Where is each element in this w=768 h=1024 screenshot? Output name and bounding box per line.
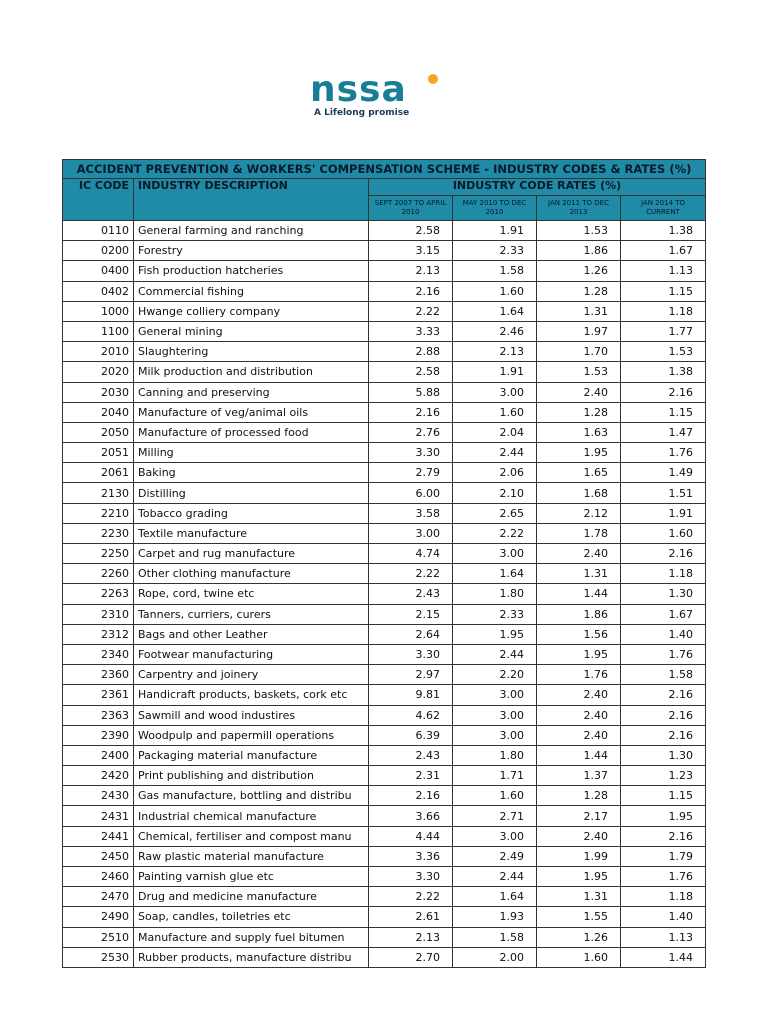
industry-rates-table xyxy=(62,159,706,968)
industry-description-cell: Rope, cord, twine etc xyxy=(134,584,369,604)
ic-code-cell: 2390 xyxy=(63,725,134,745)
table-row xyxy=(63,281,706,301)
ic-code-cell: 2263 xyxy=(63,584,134,604)
rate-period-3-cell: 1.60 xyxy=(537,947,621,967)
table-row xyxy=(63,422,706,442)
logo-wordmark: nssa xyxy=(310,69,407,110)
rate-period-1-cell: 2.13 xyxy=(369,927,453,947)
industry-description-cell: Footwear manufacturing xyxy=(134,644,369,664)
ic-code-cell: 2010 xyxy=(63,342,134,362)
ic-code-cell: 2040 xyxy=(63,402,134,422)
table-row xyxy=(63,846,706,866)
table-body xyxy=(63,221,706,968)
industry-description-cell: Textile manufacture xyxy=(134,523,369,543)
table-row xyxy=(63,463,706,483)
rate-period-3-cell: 1.99 xyxy=(537,846,621,866)
rate-period-4-cell: 2.16 xyxy=(621,685,706,705)
rate-period-2-cell: 1.93 xyxy=(453,907,537,927)
rate-period-3-cell: 1.28 xyxy=(537,281,621,301)
rate-period-3-cell: 2.40 xyxy=(537,685,621,705)
rate-period-2-cell: 2.20 xyxy=(453,665,537,685)
rate-period-1-cell: 2.88 xyxy=(369,342,453,362)
rate-period-2-cell: 3.00 xyxy=(453,705,537,725)
rate-period-1-cell: 2.16 xyxy=(369,786,453,806)
rate-period-2-cell: 3.00 xyxy=(453,826,537,846)
industry-description-cell: Rubber products, manufacture distribu xyxy=(134,947,369,967)
rate-period-4-cell: 2.16 xyxy=(621,826,706,846)
rate-period-1-cell: 5.88 xyxy=(369,382,453,402)
table-row xyxy=(63,483,706,503)
industry-description-cell: Woodpulp and papermill operations xyxy=(134,725,369,745)
table-row xyxy=(63,786,706,806)
industry-description-cell: Bags and other Leather xyxy=(134,624,369,644)
rate-period-1-cell: 3.00 xyxy=(369,523,453,543)
rate-period-4-cell: 1.53 xyxy=(621,342,706,362)
rate-period-1-cell: 3.30 xyxy=(369,867,453,887)
industry-description-cell: Canning and preserving xyxy=(134,382,369,402)
rate-period-2-cell: 1.58 xyxy=(453,261,537,281)
rate-period-4-cell: 1.91 xyxy=(621,503,706,523)
rate-period-2-cell: 2.71 xyxy=(453,806,537,826)
ic-code-cell: 2051 xyxy=(63,443,134,463)
table-row xyxy=(63,604,706,624)
table-row xyxy=(63,564,706,584)
industry-description-cell: Handicraft products, baskets, cork etc xyxy=(134,685,369,705)
ic-code-cell: 2230 xyxy=(63,523,134,543)
rate-period-3-cell: 2.40 xyxy=(537,826,621,846)
table-row xyxy=(63,362,706,382)
rate-period-3-cell: 1.44 xyxy=(537,584,621,604)
rate-period-2-cell: 1.64 xyxy=(453,564,537,584)
industry-description-cell: Chemical, fertiliser and compost manu xyxy=(134,826,369,846)
rate-period-4-cell: 1.38 xyxy=(621,362,706,382)
rate-period-2-cell: 1.60 xyxy=(453,786,537,806)
rate-period-2-cell: 1.80 xyxy=(453,745,537,765)
table-row xyxy=(63,826,706,846)
table-row xyxy=(63,766,706,786)
rate-period-2-cell: 2.04 xyxy=(453,422,537,442)
table-row xyxy=(63,443,706,463)
table-row xyxy=(63,745,706,765)
ic-code-cell: 2020 xyxy=(63,362,134,382)
table-row xyxy=(63,927,706,947)
table-row xyxy=(63,806,706,826)
table-row xyxy=(63,685,706,705)
rate-period-1-cell: 3.66 xyxy=(369,806,453,826)
rate-period-1-cell: 2.79 xyxy=(369,463,453,483)
rate-period-3-cell: 1.63 xyxy=(537,422,621,442)
table-row xyxy=(63,887,706,907)
ic-code-cell: 2360 xyxy=(63,665,134,685)
rate-period-2-cell: 1.60 xyxy=(453,402,537,422)
ic-code-cell: 2130 xyxy=(63,483,134,503)
table-row xyxy=(63,665,706,685)
table-title: ACCIDENT PREVENTION & WORKERS' COMPENSATION SCHEME - INDUSTRY CODES & RATES (%) xyxy=(63,160,706,179)
rate-period-3-cell: 2.40 xyxy=(537,725,621,745)
industry-description-cell: Gas manufacture, bottling and distribu xyxy=(134,786,369,806)
table-row xyxy=(63,644,706,664)
rate-period-1-cell: 4.62 xyxy=(369,705,453,725)
rate-period-3-cell: 1.53 xyxy=(537,221,621,241)
rate-period-2-cell: 2.00 xyxy=(453,947,537,967)
rate-period-3-cell: 1.78 xyxy=(537,523,621,543)
rate-period-4-cell: 2.16 xyxy=(621,725,706,745)
rate-period-2-cell: 1.58 xyxy=(453,927,537,947)
rate-period-2-cell: 2.22 xyxy=(453,523,537,543)
rate-period-4-cell: 1.60 xyxy=(621,523,706,543)
rate-period-3-cell: 1.55 xyxy=(537,907,621,927)
industry-description-cell: Commercial fishing xyxy=(134,281,369,301)
rate-period-3-cell: 2.12 xyxy=(537,503,621,523)
period-2-header: MAY 2010 TO DEC 2010 xyxy=(453,196,537,221)
rate-period-4-cell: 2.16 xyxy=(621,544,706,564)
industry-description-header: INDUSTRY DESCRIPTION xyxy=(134,179,369,221)
table-row xyxy=(63,523,706,543)
ic-code-cell: 1100 xyxy=(63,321,134,341)
rate-period-1-cell: 2.13 xyxy=(369,261,453,281)
rate-period-2-cell: 2.13 xyxy=(453,342,537,362)
rate-period-2-cell: 3.00 xyxy=(453,382,537,402)
ic-code-cell: 1000 xyxy=(63,301,134,321)
industry-description-cell: Sawmill and wood industires xyxy=(134,705,369,725)
rate-period-2-cell: 2.44 xyxy=(453,644,537,664)
ic-code-cell: 2400 xyxy=(63,745,134,765)
industry-description-cell: Hwange colliery company xyxy=(134,301,369,321)
table-row xyxy=(63,301,706,321)
rate-period-1-cell: 4.74 xyxy=(369,544,453,564)
industry-description-cell: Slaughtering xyxy=(134,342,369,362)
rate-period-4-cell: 1.15 xyxy=(621,281,706,301)
table-row xyxy=(63,261,706,281)
ic-code-cell: 2460 xyxy=(63,867,134,887)
rate-period-1-cell: 2.70 xyxy=(369,947,453,967)
ic-code-cell: 2431 xyxy=(63,806,134,826)
rate-period-4-cell: 1.95 xyxy=(621,806,706,826)
rate-period-2-cell: 2.33 xyxy=(453,241,537,261)
rate-period-1-cell: 2.64 xyxy=(369,624,453,644)
rate-period-1-cell: 2.16 xyxy=(369,281,453,301)
rate-period-4-cell: 1.67 xyxy=(621,604,706,624)
rate-period-1-cell: 9.81 xyxy=(369,685,453,705)
rate-period-4-cell: 1.18 xyxy=(621,564,706,584)
rate-period-3-cell: 1.56 xyxy=(537,624,621,644)
rate-period-1-cell: 4.44 xyxy=(369,826,453,846)
ic-code-cell: 2210 xyxy=(63,503,134,523)
industry-description-cell: General mining xyxy=(134,321,369,341)
rate-period-2-cell: 2.06 xyxy=(453,463,537,483)
table-row xyxy=(63,221,706,241)
rate-period-3-cell: 2.40 xyxy=(537,544,621,564)
table-row xyxy=(63,503,706,523)
rate-period-1-cell: 2.43 xyxy=(369,745,453,765)
rate-period-3-cell: 1.28 xyxy=(537,402,621,422)
rate-period-2-cell: 2.49 xyxy=(453,846,537,866)
rate-period-2-cell: 2.33 xyxy=(453,604,537,624)
rate-period-4-cell: 2.16 xyxy=(621,382,706,402)
rate-period-3-cell: 1.31 xyxy=(537,564,621,584)
industry-description-cell: Soap, candles, toiletries etc xyxy=(134,907,369,927)
industry-description-cell: Print publishing and distribution xyxy=(134,766,369,786)
rate-period-3-cell: 1.31 xyxy=(537,301,621,321)
rate-period-4-cell: 1.76 xyxy=(621,867,706,887)
rate-period-1-cell: 2.97 xyxy=(369,665,453,685)
ic-code-cell: 2050 xyxy=(63,422,134,442)
rate-period-3-cell: 1.68 xyxy=(537,483,621,503)
ic-code-cell: 2510 xyxy=(63,927,134,947)
ic-code-cell: 0400 xyxy=(63,261,134,281)
industry-description-cell: Carpentry and joinery xyxy=(134,665,369,685)
logo-dot-icon xyxy=(428,74,438,84)
industry-description-cell: Milling xyxy=(134,443,369,463)
table-row xyxy=(63,947,706,967)
rate-period-4-cell: 1.76 xyxy=(621,644,706,664)
rate-period-4-cell: 1.44 xyxy=(621,947,706,967)
table-row xyxy=(63,867,706,887)
industry-description-cell: Forestry xyxy=(134,241,369,261)
rate-period-4-cell: 1.67 xyxy=(621,241,706,261)
rate-period-1-cell: 3.33 xyxy=(369,321,453,341)
rate-period-1-cell: 2.43 xyxy=(369,584,453,604)
ic-code-cell: 2420 xyxy=(63,766,134,786)
rate-period-2-cell: 3.00 xyxy=(453,725,537,745)
rate-period-3-cell: 1.26 xyxy=(537,927,621,947)
rate-period-2-cell: 1.95 xyxy=(453,624,537,644)
industry-description-cell: Tobacco grading xyxy=(134,503,369,523)
rate-period-4-cell: 1.30 xyxy=(621,584,706,604)
rate-period-4-cell: 1.49 xyxy=(621,463,706,483)
rate-period-3-cell: 1.70 xyxy=(537,342,621,362)
rate-period-1-cell: 2.31 xyxy=(369,766,453,786)
industry-description-cell: Manufacture of processed food xyxy=(134,422,369,442)
ic-code-cell: 0200 xyxy=(63,241,134,261)
rate-period-1-cell: 3.15 xyxy=(369,241,453,261)
rate-period-1-cell: 6.00 xyxy=(369,483,453,503)
rate-period-4-cell: 1.76 xyxy=(621,443,706,463)
rate-period-2-cell: 1.64 xyxy=(453,887,537,907)
rate-period-2-cell: 2.65 xyxy=(453,503,537,523)
rate-period-1-cell: 2.22 xyxy=(369,887,453,907)
industry-description-cell: Milk production and distribution xyxy=(134,362,369,382)
rate-period-3-cell: 1.95 xyxy=(537,443,621,463)
industry-description-cell: General farming and ranching xyxy=(134,221,369,241)
rate-period-2-cell: 3.00 xyxy=(453,685,537,705)
rate-period-1-cell: 3.30 xyxy=(369,443,453,463)
period-1-header: SEPT 2007 TO APRIL 2010 xyxy=(369,196,453,221)
ic-code-cell: 2430 xyxy=(63,786,134,806)
ic-code-cell: 2470 xyxy=(63,887,134,907)
ic-code-cell: 2312 xyxy=(63,624,134,644)
ic-code-cell: 2490 xyxy=(63,907,134,927)
rate-period-4-cell: 1.15 xyxy=(621,402,706,422)
industry-description-cell: Other clothing manufacture xyxy=(134,564,369,584)
ic-code-cell: 2310 xyxy=(63,604,134,624)
table-row xyxy=(63,584,706,604)
rate-period-2-cell: 1.91 xyxy=(453,362,537,382)
rate-period-2-cell: 1.91 xyxy=(453,221,537,241)
rate-period-2-cell: 2.10 xyxy=(453,483,537,503)
rate-period-3-cell: 2.17 xyxy=(537,806,621,826)
rate-period-3-cell: 2.40 xyxy=(537,705,621,725)
rate-period-4-cell: 1.47 xyxy=(621,422,706,442)
ic-code-cell: 2250 xyxy=(63,544,134,564)
rate-period-4-cell: 1.38 xyxy=(621,221,706,241)
rate-period-3-cell: 1.86 xyxy=(537,604,621,624)
rate-period-2-cell: 3.00 xyxy=(453,544,537,564)
rate-period-4-cell: 1.58 xyxy=(621,665,706,685)
industry-description-cell: Distilling xyxy=(134,483,369,503)
rate-period-3-cell: 1.28 xyxy=(537,786,621,806)
rate-period-4-cell: 1.18 xyxy=(621,301,706,321)
rate-period-3-cell: 1.26 xyxy=(537,261,621,281)
table-row xyxy=(63,725,706,745)
ic-code-cell: 2340 xyxy=(63,644,134,664)
industry-description-cell: Painting varnish glue etc xyxy=(134,867,369,887)
rate-period-4-cell: 1.13 xyxy=(621,261,706,281)
rate-period-3-cell: 2.40 xyxy=(537,382,621,402)
ic-code-cell: 2061 xyxy=(63,463,134,483)
industry-description-cell: Tanners, curriers, curers xyxy=(134,604,369,624)
rate-period-2-cell: 1.80 xyxy=(453,584,537,604)
ic-code-cell: 2030 xyxy=(63,382,134,402)
rate-period-3-cell: 1.37 xyxy=(537,766,621,786)
ic-code-cell: 2530 xyxy=(63,947,134,967)
rate-period-4-cell: 1.13 xyxy=(621,927,706,947)
table-row xyxy=(63,382,706,402)
industry-code-rates-header: INDUSTRY CODE RATES (%) xyxy=(369,179,706,196)
rate-period-1-cell: 2.58 xyxy=(369,221,453,241)
rate-period-2-cell: 2.44 xyxy=(453,867,537,887)
rate-period-1-cell: 2.61 xyxy=(369,907,453,927)
industry-description-cell: Manufacture and supply fuel bitumen xyxy=(134,927,369,947)
rate-period-3-cell: 1.53 xyxy=(537,362,621,382)
rate-period-1-cell: 2.15 xyxy=(369,604,453,624)
rate-period-4-cell: 1.18 xyxy=(621,887,706,907)
period-3-header: JAN 2011 TO DEC 2013 xyxy=(537,196,621,221)
rate-period-2-cell: 2.46 xyxy=(453,321,537,341)
rate-period-2-cell: 2.44 xyxy=(453,443,537,463)
rate-period-2-cell: 1.64 xyxy=(453,301,537,321)
rate-period-4-cell: 2.16 xyxy=(621,705,706,725)
table-row xyxy=(63,321,706,341)
industry-description-cell: Fish production hatcheries xyxy=(134,261,369,281)
table-row xyxy=(63,624,706,644)
period-4-header: JAN 2014 TO CURRENT xyxy=(621,196,706,221)
rate-period-3-cell: 1.95 xyxy=(537,644,621,664)
table-row xyxy=(63,241,706,261)
rate-period-4-cell: 1.30 xyxy=(621,745,706,765)
ic-code-cell: 2450 xyxy=(63,846,134,866)
rate-period-4-cell: 1.77 xyxy=(621,321,706,341)
table-row xyxy=(63,342,706,362)
industry-description-cell: Industrial chemical manufacture xyxy=(134,806,369,826)
rate-period-1-cell: 2.16 xyxy=(369,402,453,422)
table-row xyxy=(63,402,706,422)
ic-code-cell: 2361 xyxy=(63,685,134,705)
rate-period-1-cell: 2.58 xyxy=(369,362,453,382)
logo-tagline: A Lifelong promise xyxy=(314,108,410,118)
rate-period-4-cell: 1.51 xyxy=(621,483,706,503)
rate-period-4-cell: 1.79 xyxy=(621,846,706,866)
table-row xyxy=(63,907,706,927)
rate-period-2-cell: 1.71 xyxy=(453,766,537,786)
nssa-logo xyxy=(310,70,450,120)
rate-period-3-cell: 1.76 xyxy=(537,665,621,685)
table-row xyxy=(63,705,706,725)
industry-description-cell: Manufacture of veg/animal oils xyxy=(134,402,369,422)
industry-description-cell: Raw plastic material manufacture xyxy=(134,846,369,866)
ic-code-cell: 2260 xyxy=(63,564,134,584)
rate-period-2-cell: 1.60 xyxy=(453,281,537,301)
industry-description-cell: Baking xyxy=(134,463,369,483)
rate-period-4-cell: 1.23 xyxy=(621,766,706,786)
rate-period-3-cell: 1.86 xyxy=(537,241,621,261)
ic-code-header: IC CODE xyxy=(63,179,134,221)
rate-period-4-cell: 1.15 xyxy=(621,786,706,806)
rate-period-1-cell: 3.36 xyxy=(369,846,453,866)
industry-description-cell: Carpet and rug manufacture xyxy=(134,544,369,564)
rate-period-3-cell: 1.31 xyxy=(537,887,621,907)
rate-period-1-cell: 3.30 xyxy=(369,644,453,664)
industry-description-cell: Drug and medicine manufacture xyxy=(134,887,369,907)
rate-period-1-cell: 3.58 xyxy=(369,503,453,523)
rate-period-3-cell: 1.95 xyxy=(537,867,621,887)
ic-code-cell: 2363 xyxy=(63,705,134,725)
ic-code-cell: 0402 xyxy=(63,281,134,301)
ic-code-cell: 0110 xyxy=(63,221,134,241)
rate-period-3-cell: 1.65 xyxy=(537,463,621,483)
rate-period-1-cell: 2.22 xyxy=(369,301,453,321)
table-row xyxy=(63,544,706,564)
rate-period-3-cell: 1.44 xyxy=(537,745,621,765)
rate-period-4-cell: 1.40 xyxy=(621,907,706,927)
industry-description-cell: Packaging material manufacture xyxy=(134,745,369,765)
rate-period-3-cell: 1.97 xyxy=(537,321,621,341)
rate-period-1-cell: 2.22 xyxy=(369,564,453,584)
rate-period-4-cell: 1.40 xyxy=(621,624,706,644)
rate-period-1-cell: 2.76 xyxy=(369,422,453,442)
ic-code-cell: 2441 xyxy=(63,826,134,846)
rate-period-1-cell: 6.39 xyxy=(369,725,453,745)
